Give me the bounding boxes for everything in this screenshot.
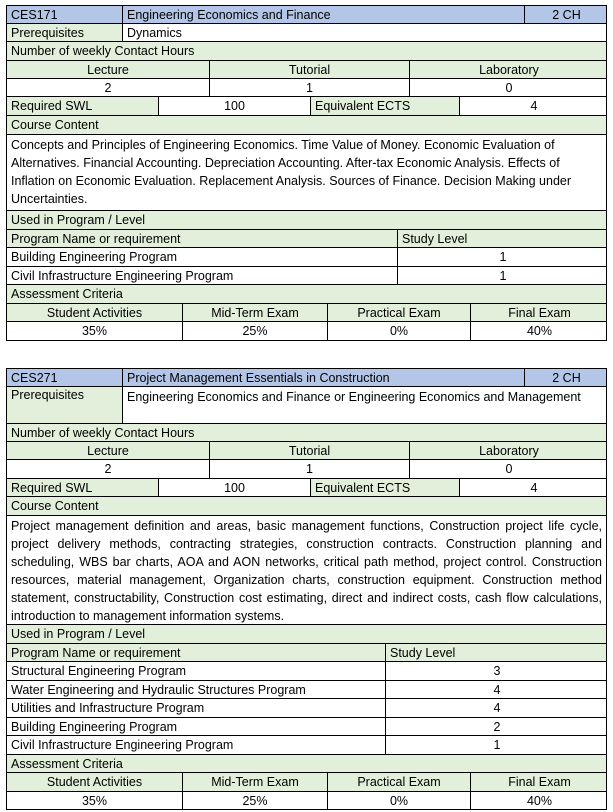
assessment-label: Assessment Criteria [11,756,123,771]
tutorial-label: Tutorial [209,61,409,78]
prerequisites-label: Prerequisites [7,387,122,423]
prerequisites-label: Prerequisites [7,24,122,41]
contact-hours-label: Number of weekly Contact Hours [11,425,195,440]
contact-hours-header-row [6,442,607,460]
course-content-heading [6,497,607,516]
contact-hours-label: Number of weekly Contact Hours [11,44,195,58]
ects-label: Equivalent ECTS [310,479,459,496]
practical-label: Practical Exam [327,304,470,321]
program-col-label: Program Name or requirement [11,645,181,660]
activities-label: Student Activities [46,775,143,789]
activities-label: Student Activities [46,305,143,320]
assessment-header-row [6,773,607,792]
program-level: 4 [385,681,608,698]
course-credits: 2 CH [524,6,608,23]
level-col-label: Study Level [397,230,608,247]
laboratory-label: Laboratory [409,61,608,78]
activities-value: 35% [81,793,108,808]
course-content-row [6,135,607,211]
contact-hours-heading [6,424,607,442]
program-name: Civil Infrastructure Engineering Program [11,268,234,283]
course-content-text: Concepts and Principles of Engineering Economics. Time Value of Money. Economic Evaluation of Alternatives. Financial Accounting. Depreciation Accounting. After-tax Economic Analysis. Effects of Inflation on Economic Evaluation. Replacement Analysis. Sources of Finance. Decision Making under Uncertainties. [11,138,572,206]
used-in-heading [6,211,607,230]
program-level: 2 [385,718,608,735]
course-content-text: Project management definition and areas, basic management functions, Construction project life cycle, project delivery methods, contracting strategies, construction contracts. Construction planning and scheduling, WBS bar charts, AOA and AON networks, critical path method, project control. Construction resources, material management, Organization charts, construction equipment. Construction method statement, constructability, Construction cost estimating, direct and indirect costs, cash flow calculations, introduction to management information systems. [11,519,602,623]
swl-row [6,97,607,116]
course-header-row [6,5,607,24]
assessment-heading [6,755,607,773]
practical-value: 0% [327,792,470,809]
course-title: Engineering Economics and Finance [122,6,524,23]
course-code: CES171 [11,7,58,22]
final-value: 40% [470,322,608,340]
prerequisites-value: Dynamics [122,24,608,41]
assessment-heading [6,285,607,304]
program-level: 1 [397,267,608,284]
program-name: Water Engineering and Hydraulic Structures Program [11,682,306,697]
practical-value: 0% [327,322,470,340]
swl-value: 100 [158,97,310,115]
final-value: 40% [470,792,608,809]
tutorial-value: 1 [209,79,409,96]
swl-label: Required SWL [7,97,158,115]
assessment-header-row [6,304,607,322]
assessment-label: Assessment Criteria [11,287,123,301]
contact-hours-values-row [6,460,607,479]
contact-hours-heading [6,42,607,61]
prerequisites-row [6,24,607,42]
assessment-values-row [6,792,607,810]
assessment-values-row [6,322,607,341]
program-row [6,267,607,285]
laboratory-label: Laboratory [409,442,608,459]
contact-hours-values-row [6,79,607,97]
program-level: 3 [385,662,608,680]
program-name: Civil Infrastructure Engineering Program [11,738,234,752]
midterm-value: 25% [182,792,327,809]
lecture-label: Lecture [87,62,129,77]
program-row [6,736,607,755]
level-col-label: Study Level [385,644,608,661]
course-code: CES271 [11,370,58,385]
course-credits: 2 CH [524,369,608,386]
program-row [6,248,607,267]
tutorial-value: 1 [209,460,409,478]
midterm-label: Mid-Term Exam [182,304,327,321]
used-in-label: Used in Program / Level [11,627,146,641]
used-in-heading [6,625,607,644]
midterm-label: Mid-Term Exam [182,773,327,791]
program-header-row [6,644,607,662]
program-row [6,718,607,736]
course-content-row [6,516,607,625]
lecture-value: 2 [104,80,112,95]
ects-value: 4 [459,479,608,496]
laboratory-value: 0 [409,79,608,96]
course-content-label: Course Content [11,499,99,513]
program-level: 1 [397,248,608,266]
activities-value: 35% [81,324,108,338]
used-in-label: Used in Program / Level [11,213,146,227]
swl-value: 100 [158,479,310,496]
ects-value: 4 [459,97,608,115]
midterm-value: 25% [182,322,327,340]
course-title: Project Management Essentials in Construction [122,369,524,386]
program-col-label: Program Name or requirement [11,231,181,246]
laboratory-value: 0 [409,460,608,478]
contact-hours-header-row [6,61,607,79]
program-name: Building Engineering Program [11,719,178,734]
swl-label: Required SWL [7,479,158,496]
program-name: Structural Engineering Program [11,664,187,678]
ects-label: Equivalent ECTS [310,97,459,115]
prerequisites-row [6,387,607,424]
swl-row [6,479,607,497]
tutorial-label: Tutorial [209,442,409,459]
final-label: Final Exam [470,304,608,321]
course-content-label: Course Content [11,118,99,132]
final-label: Final Exam [470,773,608,791]
program-level: 4 [385,699,608,717]
course-content-heading [6,116,607,135]
program-row [6,699,607,718]
program-row [6,681,607,699]
course-header-row [6,368,607,387]
program-name: Building Engineering Program [11,250,178,264]
program-level: 1 [385,736,608,754]
program-header-row [6,230,607,248]
lecture-value: 2 [104,462,112,476]
lecture-label: Lecture [87,443,129,458]
program-row [6,662,607,681]
program-name: Utilities and Infrastructure Program [11,701,205,715]
practical-label: Practical Exam [327,773,470,791]
prerequisites-value: Engineering Economics and Finance or Engineering Economics and Management [122,387,608,423]
